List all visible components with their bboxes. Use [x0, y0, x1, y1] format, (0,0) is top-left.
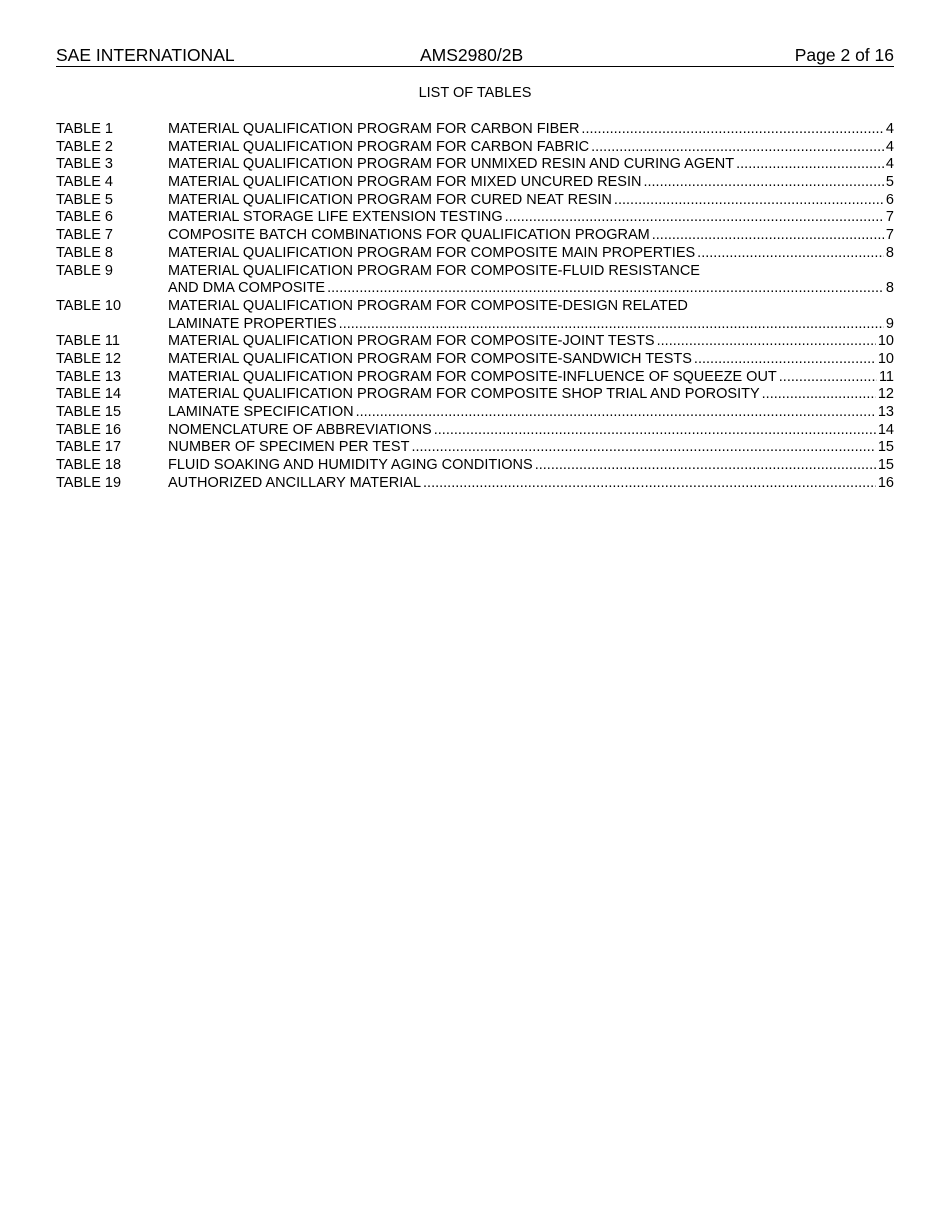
toc-table-title: COMPOSITE BATCH COMBINATIONS FOR QUALIFICATION PROGRAM [168, 227, 650, 244]
dot-leader [694, 351, 876, 369]
toc-entry-table-9[interactable] [56, 263, 894, 298]
toc-table-number: TABLE 4 [56, 174, 113, 191]
toc-table-title-line1: MATERIAL QUALIFICATION PROGRAM FOR COMPOSITE-DESIGN RELATED [168, 297, 688, 314]
toc-table-number: TABLE 5 [56, 191, 113, 208]
toc-table-title: MATERIAL QUALIFICATION PROGRAM FOR UNMIXED RESIN AND CURING AGENT [168, 156, 735, 173]
toc-entry-table-6[interactable] [56, 209, 894, 227]
toc-table-title: MATERIAL QUALIFICATION PROGRAM FOR CURED NEAT RESIN [168, 191, 612, 208]
toc-entry-table-13[interactable] [56, 369, 894, 387]
toc-table-title: AUTHORIZED ANCILLARY MATERIAL [168, 474, 422, 491]
toc-entry-table-8[interactable] [56, 245, 894, 263]
dot-leader [652, 227, 884, 245]
toc-entry-table-4[interactable] [56, 174, 894, 192]
toc-page-number: 4 [885, 138, 894, 155]
toc-table-number: TABLE 1 [56, 121, 113, 137]
toc-page-number: 15 [877, 457, 894, 474]
toc-entry-table-12[interactable] [56, 351, 894, 369]
toc-page-number: 12 [877, 386, 894, 403]
toc-table-title-line1: MATERIAL QUALIFICATION PROGRAM FOR COMPOSITE-FLUID RESISTANCE [168, 262, 700, 279]
toc-table-number: TABLE 6 [56, 209, 113, 226]
dot-leader [356, 404, 876, 422]
dot-leader [657, 333, 876, 351]
toc-table-title: MATERIAL QUALIFICATION PROGRAM FOR COMPOSITE MAIN PROPERTIES [168, 244, 696, 261]
toc-table-title: MATERIAL QUALIFICATION PROGRAM FOR CARBON FABRIC [168, 138, 590, 155]
header-page-number: Page 2 of 16 [794, 45, 894, 65]
dot-leader [614, 192, 884, 210]
toc-page-number: 10 [877, 333, 894, 350]
toc-table-number: TABLE 15 [56, 404, 122, 421]
header-document-id: AMS2980/2B [420, 45, 524, 65]
toc-table-title: NUMBER OF SPECIMEN PER TEST [168, 439, 410, 456]
toc-table-number: TABLE 18 [56, 457, 122, 474]
toc-page-number: 5 [885, 174, 894, 191]
toc-table-title: MATERIAL STORAGE LIFE EXTENSION TESTING [168, 209, 503, 226]
toc-entry-table-5[interactable] [56, 192, 894, 210]
toc-table-number: TABLE 10 [56, 297, 122, 314]
toc-table-number: TABLE 2 [56, 138, 113, 155]
toc-entry-table-19[interactable] [56, 475, 894, 493]
toc-page-number: 14 [877, 421, 894, 438]
toc-table-number: TABLE 13 [56, 368, 122, 385]
toc-table-title: LAMINATE SPECIFICATION [168, 404, 354, 421]
toc-table-title: MATERIAL QUALIFICATION PROGRAM FOR COMPOSITE-JOINT TESTS [168, 333, 655, 350]
page-header [56, 44, 894, 67]
dot-leader [423, 475, 876, 493]
toc-page-number: 13 [877, 404, 894, 421]
toc-entry-table-10[interactable] [56, 298, 894, 333]
toc-table-title: NOMENCLATURE OF ABBREVIATIONS [168, 421, 432, 438]
toc-entry-table-15[interactable] [56, 404, 894, 422]
dot-leader [697, 245, 884, 263]
dot-leader [535, 457, 876, 475]
toc-entry-table-18[interactable] [56, 457, 894, 475]
toc-entry-table-11[interactable] [56, 333, 894, 351]
toc-entry-table-14[interactable] [56, 386, 894, 404]
dot-leader [591, 139, 884, 157]
list-of-tables-heading: LIST OF TABLES [418, 85, 532, 101]
toc-page-number: 7 [885, 209, 894, 226]
dot-leader [779, 369, 877, 387]
toc-page-number: 10 [877, 350, 894, 367]
toc-table-number: TABLE 11 [56, 333, 120, 350]
table-of-contents [56, 121, 894, 492]
toc-entry-table-7[interactable] [56, 227, 894, 245]
toc-table-title: MATERIAL QUALIFICATION PROGRAM FOR COMPOSITE-SANDWICH TESTS [168, 350, 692, 367]
toc-table-number: TABLE 19 [56, 474, 122, 491]
toc-table-number: TABLE 8 [56, 244, 113, 261]
dot-leader [339, 316, 884, 334]
dot-leader [505, 209, 884, 227]
dot-leader [581, 121, 884, 139]
toc-page-number: 9 [885, 315, 894, 332]
toc-table-number: TABLE 16 [56, 421, 122, 438]
toc-page-number: 8 [885, 244, 894, 261]
toc-table-number: TABLE 14 [56, 386, 122, 403]
dot-leader [736, 156, 884, 174]
toc-table-number: TABLE 12 [56, 350, 122, 367]
toc-table-number: TABLE 3 [56, 156, 113, 173]
toc-page-number: 4 [885, 156, 894, 173]
toc-table-title: MATERIAL QUALIFICATION PROGRAM FOR COMPOSITE-INFLUENCE OF SQUEEZE OUT [168, 368, 777, 385]
toc-page-number: 8 [885, 280, 894, 297]
toc-table-title: LAMINATE PROPERTIES [168, 315, 337, 332]
toc-page-number: 16 [877, 474, 894, 491]
toc-page-number: 15 [877, 439, 894, 456]
dot-leader [434, 422, 876, 440]
toc-entry-table-17[interactable] [56, 439, 894, 457]
toc-entry-table-16[interactable] [56, 422, 894, 440]
toc-table-number: TABLE 7 [56, 227, 113, 244]
toc-entry-table-1[interactable] [56, 121, 894, 139]
toc-page-number: 11 [878, 368, 894, 385]
toc-entry-table-3[interactable] [56, 156, 894, 174]
dot-leader [643, 174, 883, 192]
toc-page-number: 4 [885, 121, 894, 137]
toc-table-title: MATERIAL QUALIFICATION PROGRAM FOR CARBON FIBER [168, 121, 580, 137]
toc-table-title: MATERIAL QUALIFICATION PROGRAM FOR MIXED UNCURED RESIN [168, 174, 642, 191]
dot-leader [327, 280, 884, 298]
toc-table-number: TABLE 9 [56, 262, 113, 279]
toc-page-number: 7 [885, 227, 894, 244]
dot-leader [411, 439, 875, 457]
toc-table-title: MATERIAL QUALIFICATION PROGRAM FOR COMPOSITE SHOP TRIAL AND POROSITY [168, 386, 760, 403]
toc-entry-table-2[interactable] [56, 139, 894, 157]
toc-table-title: AND DMA COMPOSITE [168, 280, 326, 297]
toc-table-title: FLUID SOAKING AND HUMIDITY AGING CONDITIONS [168, 457, 533, 474]
dot-leader [762, 386, 876, 404]
toc-page-number: 6 [885, 191, 894, 208]
header-organization: SAE INTERNATIONAL [56, 45, 235, 65]
toc-table-number: TABLE 17 [56, 439, 122, 456]
